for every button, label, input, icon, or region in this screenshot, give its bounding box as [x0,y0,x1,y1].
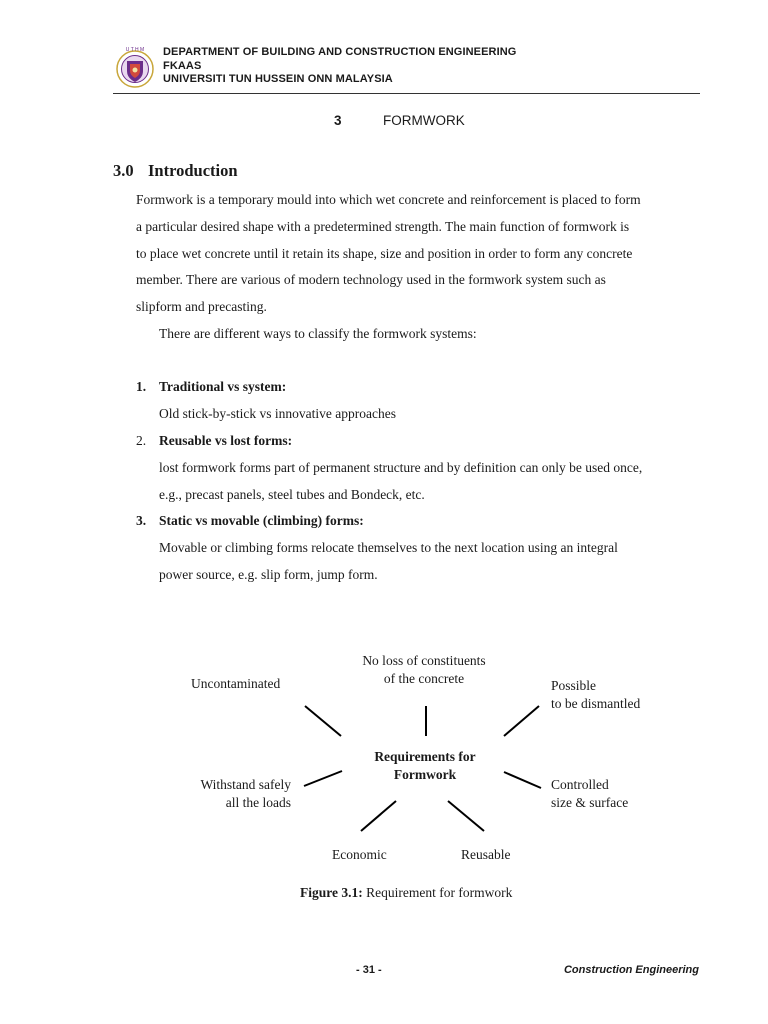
intro-line: Formwork is a temporary mould into which wet concrete and reinforcement is placed to form [136,192,641,207]
connector-right [504,772,541,788]
header-department: DEPARTMENT OF BUILDING AND CONSTRUCTION ENGINEERING [163,46,517,58]
header-rule [113,93,700,94]
requirements-diagram [0,640,768,870]
section-number: 3.0 [113,161,134,180]
node-reusable: Reusable [461,847,511,862]
figure-caption [300,885,512,901]
intro-line: to place wet concrete until it retain its shape, size and position in order to form any concrete [136,245,633,261]
figure-caption-text: Requirement for formwork [362,885,513,900]
university-logo [113,45,157,91]
list-item-1-title: Traditional vs system: [159,379,287,394]
list-item-2-title: Reusable vs lost forms: [159,433,293,448]
intro-line: a particular desired shape with a predetermined strength. The main function of formwork is [136,218,630,234]
page-number: - 31 - [356,964,382,976]
intro-paragraph [136,187,706,321]
logo-ring-text: U T H M [125,47,145,53]
node-withstand-loads: Withstand safely all the loads [200,777,291,810]
chapter-number: 3 [334,113,342,128]
connector-top-right [504,706,539,736]
connector-bottom-left [361,801,396,831]
section-title: Introduction [148,161,238,180]
list-item-2-number: 2. [136,433,147,448]
intro-line: slipform and precasting. [136,299,267,315]
list-item-1-number: 1. [136,379,147,394]
footer-course-title: Construction Engineering [563,964,699,976]
figure-label: Figure 3.1: [300,885,363,900]
classify-sentence: There are different ways to classify the formwork systems: [159,326,477,341]
list-item-3-text: Movable or climbing forms relocate themselves to the next location using an integral [159,540,618,555]
node-no-loss-of-constituents: No loss of constituents of the concrete [362,653,486,686]
list-item-2-text: lost formwork forms part of permanent structure and by definition can only be used once, [159,460,643,475]
chapter-title: FORMWORK [383,113,465,128]
header-university: UNIVERSITI TUN HUSSEIN ONN MALAYSIA [163,73,393,85]
connector-top-left [305,706,341,736]
header-faculty: FKAAS [163,59,202,72]
connector-bottom-right [448,801,484,831]
node-uncontaminated: Uncontaminated [191,676,281,691]
connector-left [304,771,342,786]
uthm-crest-logo [113,45,157,91]
list-item-3-number: 3. [136,513,147,528]
diagram-center-node: Requirements for Formwork [374,749,476,782]
list-item-3-title: Static vs movable (climbing) forms: [159,513,364,528]
node-possible-to-dismantle: Possible to be dismantled [551,678,641,711]
list-item-1-text: Old stick-by-stick vs innovative approaches [159,406,396,421]
node-economic: Economic [332,847,387,862]
list-item-2-text: e.g., precast panels, steel tubes and Bondeck, etc. [159,487,425,502]
node-controlled-size-surface: Controlled size & surface [551,777,629,810]
intro-line: member. There are various of modern technology used in the formwork system such as [136,272,606,288]
list-item-3-text: power source, e.g. slip form, jump form. [159,567,378,582]
